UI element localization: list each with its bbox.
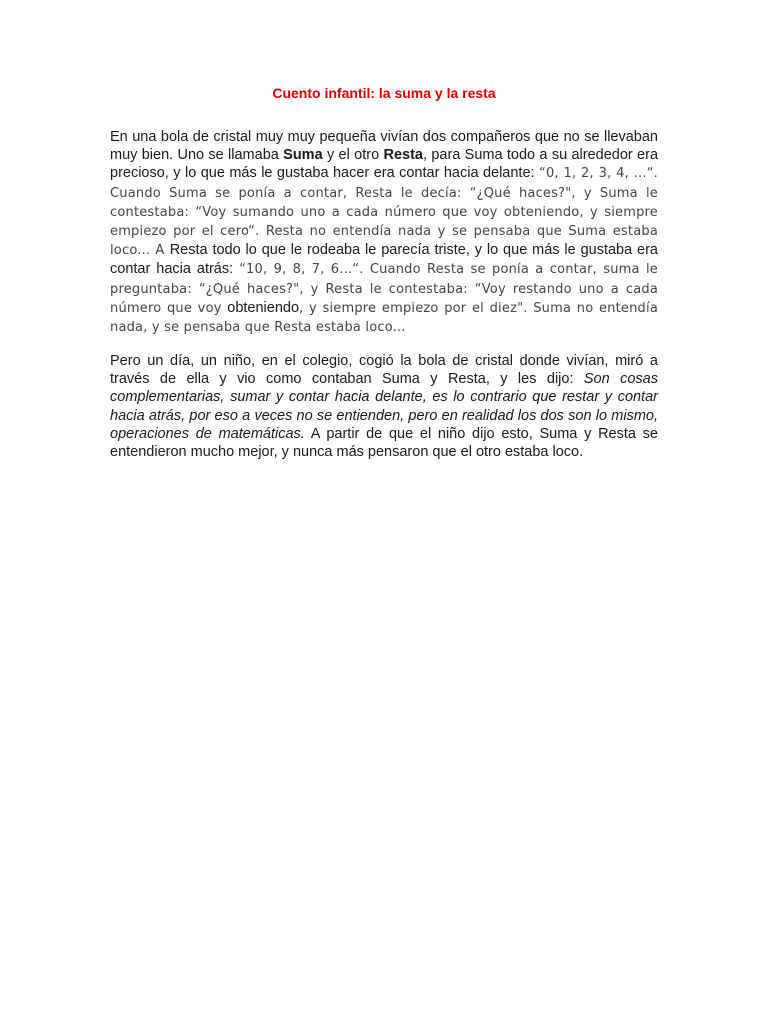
p2-text-2: A partir de que el niño dijo esto, Suma y Resta se entendieron mucho mejor, y nunca más pensaron que el otro estaba loco. <box>110 425 658 461</box>
p1-text-6: “10, 9, 8, 7, 6...“. Cuando Resta se ponía a contar, suma le preguntaba: “¿Qué haces?", y Resta le contestaba: “Voy restando uno a cada número que voy <box>110 262 658 316</box>
p1-suma-bold: Suma <box>283 147 323 164</box>
p1-text-4: “0, 1, 2, 3, 4, ...“. Cuando Suma se ponía a contar, Resta le decía: “¿Qué haces?", y Suma le contestaba: “Voy sumando uno a cada número que voy obteniendo, y siempre empiezo por el cero“. Resta no entendía nada y se pensaba que Suma estaba loco... A <box>110 166 658 259</box>
p1-text-7: obteniendo <box>227 299 300 316</box>
story-paragraph-1 <box>110 128 658 337</box>
p1-text-1: En una bola de cristal muy muy pequeña vivían dos compañeros que no se llevaban muy bien. Uno se llamaba <box>110 129 658 164</box>
p1-text-5: Resta todo lo que le rodeaba le parecía triste, y lo que más le gustaba era contar hacia atrás: <box>110 242 658 278</box>
p2-text-1: Pero un día, un niño, en el colegio, cogió la bola de cristal donde vivían, miró a través de ella y vio como contaban Suma y Resta, y les dijo: <box>110 353 658 388</box>
p2-italic-quote: Son cosas complementarias, sumar y contar hacia delante, es lo contrario que restar y contar hacia atrás, por eso a veces no se entienden, pero en realidad los dos son lo mismo, operaciones de matemáticas. <box>110 371 658 442</box>
p1-text-2: y el otro <box>322 147 384 164</box>
p1-text-8: , y siempre empiezo por el diez". Suma no entendía nada, y se pensaba que Resta estaba loco... <box>110 300 658 336</box>
story-paragraph-2 <box>110 352 658 461</box>
p1-text-3: , para Suma todo a su alrededor era precioso, y lo que más le gustaba hacer era contar hacia delante: <box>110 147 659 182</box>
p1-resta-bold: Resta <box>383 147 423 164</box>
story-title: Cuento infantil: la suma y la resta <box>272 85 496 101</box>
